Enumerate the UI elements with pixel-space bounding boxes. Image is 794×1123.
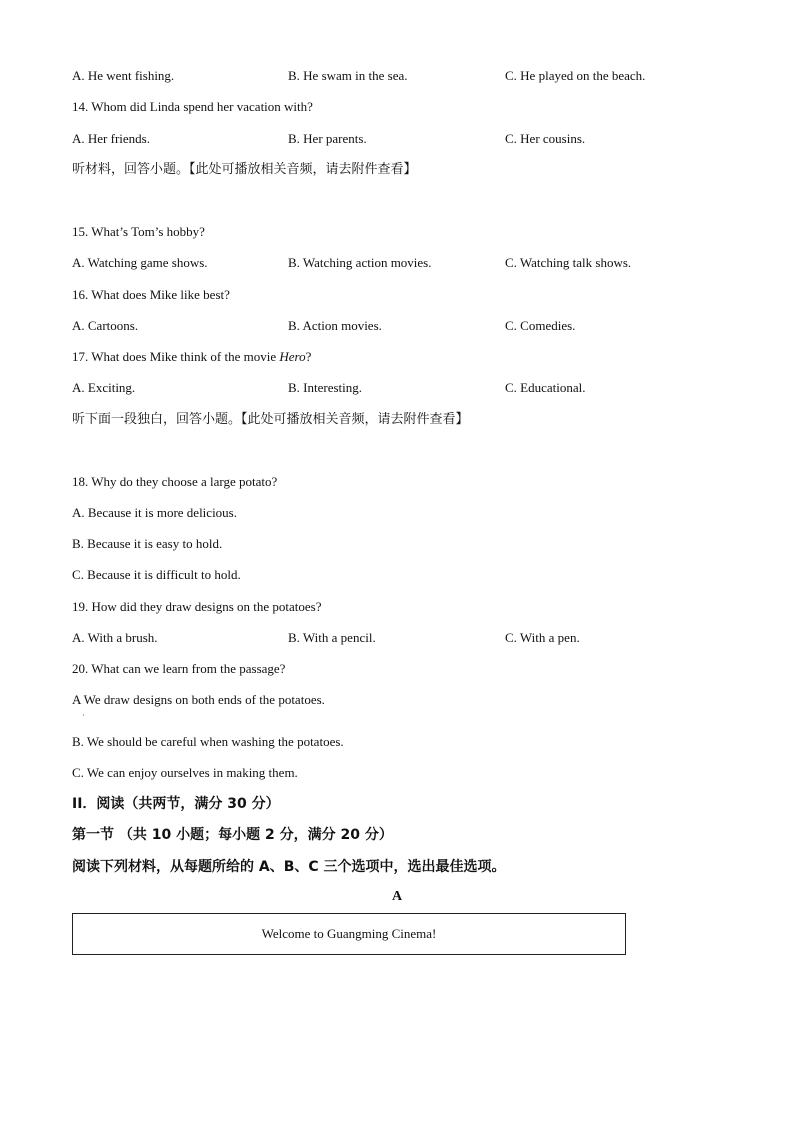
q16-option-c: C. Comedies.: [505, 318, 576, 333]
q19-option-c: C. With a pen.: [505, 630, 580, 645]
q17-option-b: B. Interesting.: [288, 380, 363, 395]
q20-question: 20. What can we learn from the passage?: [72, 661, 286, 676]
q16-option-b: B. Action movies.: [288, 318, 382, 333]
q18-option-b: B. Because it is easy to hold.: [72, 536, 223, 551]
q18-option-a: A. Because it is more delicious.: [72, 505, 237, 520]
q15-option-b: B. Watching action movies.: [288, 255, 432, 270]
q14-option-b: B. Her parents.: [288, 131, 367, 146]
q19-question: 19. How did they draw designs on the potatoes?: [72, 599, 322, 614]
q14-option-a: A. Her friends.: [72, 131, 150, 146]
q15-option-a: A. Watching game shows.: [72, 255, 208, 270]
q18-question: 18. Why do they choose a large potato?: [72, 474, 278, 489]
q15-question: 15. What’s Tom’s hobby?: [72, 224, 205, 239]
passage-box: [72, 913, 626, 955]
q20-option-a: A We draw designs on both ends of the potatoes.: [72, 692, 325, 707]
q18-option-c: C. Because it is difficult to hold.: [72, 567, 241, 582]
q14-option-c: C. Her cousins.: [505, 131, 586, 146]
q14-question: 14. Whom did Linda spend her vacation with?: [72, 99, 313, 114]
q16-option-a: A. Cartoons.: [72, 318, 139, 333]
reading-instruction: 阅读下列材料，从每题所给的 A、B、C 三个选项中，选出最佳选项。: [72, 859, 506, 875]
q20-option-c: C. We can enjoy ourselves in making them.: [72, 765, 298, 780]
q16-question: 16. What does Mike like best?: [72, 287, 230, 302]
part-title: 第一节 （共 10 小题；每小题 2 分，满分 20 分）: [72, 827, 393, 843]
movie-title: Hero: [279, 349, 306, 364]
passage-label: A: [391, 889, 403, 904]
passage-box-text: Welcome to Guangming Cinema!: [261, 926, 437, 941]
q15-option-c: C. Watching talk shows.: [505, 255, 632, 270]
q13-option-b: B. He swam in the sea.: [288, 68, 408, 83]
q19-option-b: B. With a pencil.: [288, 630, 376, 645]
q17-question: 17. What does Mike think of the movie Hero?: [72, 349, 312, 364]
listen-instruction-2: 听下面一段独白，回答小题。【此处可播放相关音频，请去附件查看】: [72, 412, 469, 427]
stray-dot: ·: [82, 711, 85, 720]
section-title: II．阅读（共两节，满分 30 分）: [72, 796, 280, 812]
q19-option-a: A. With a brush.: [72, 630, 158, 645]
listen-instruction-1: 听材料，回答小题。【此处可播放相关音频，请去附件查看】: [72, 162, 417, 177]
q20-option-b: B. We should be careful when washing the potatoes.: [72, 734, 344, 749]
q17-option-c: C. Educational.: [505, 380, 586, 395]
q17-option-a: A. Exciting.: [72, 380, 136, 395]
q13-option-c: C. He played on the beach.: [505, 68, 646, 83]
q13-option-a: A. He went fishing.: [72, 68, 175, 83]
